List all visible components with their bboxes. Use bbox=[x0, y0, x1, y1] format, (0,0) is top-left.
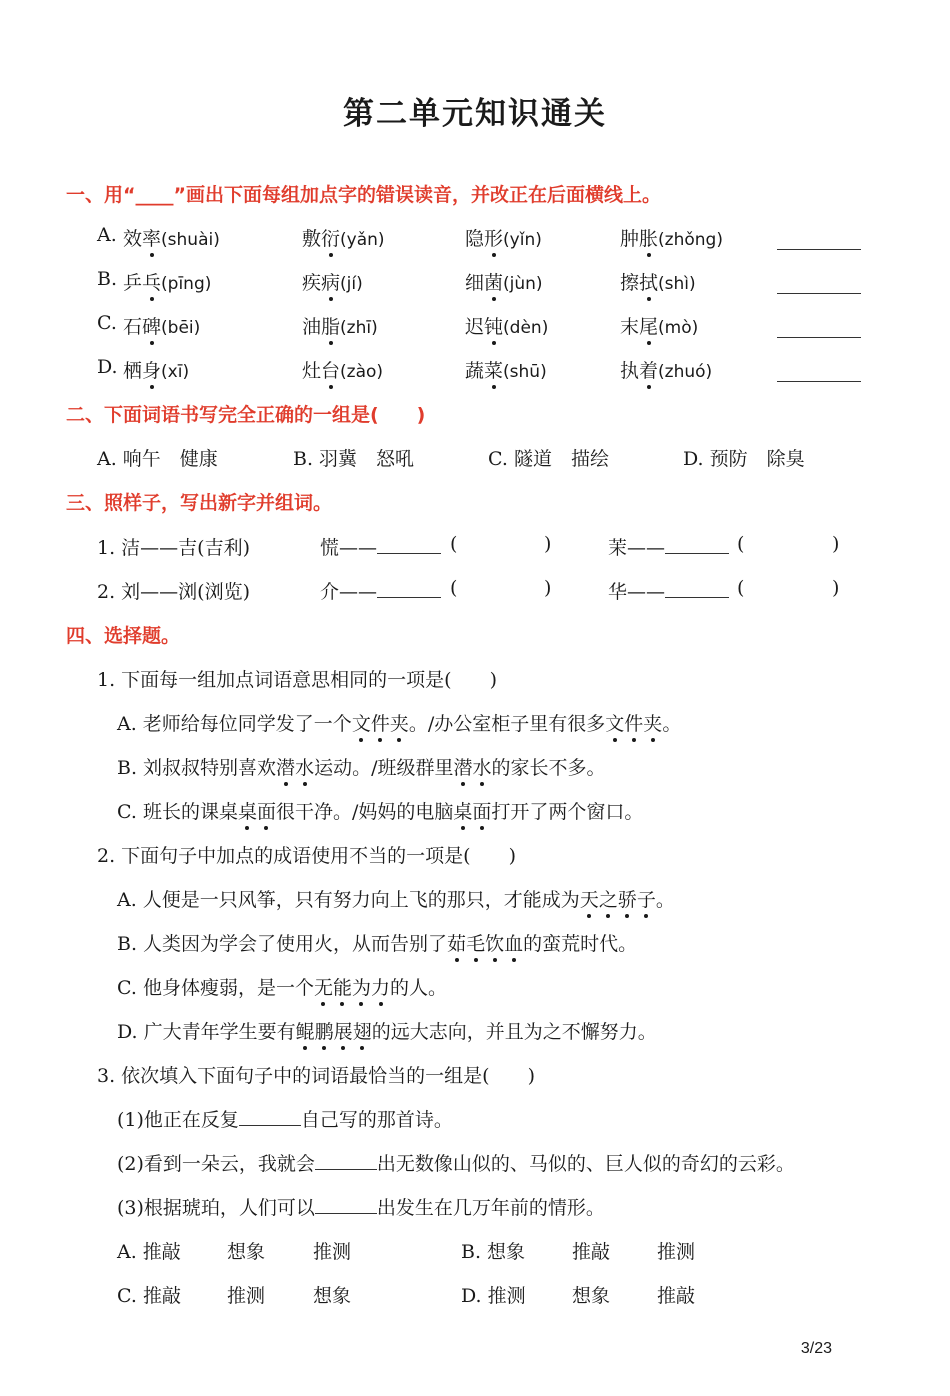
s2-option-c: C. 隧道 描绘 bbox=[488, 448, 609, 470]
s2-option-a: A. 响午 健康 bbox=[97, 448, 218, 470]
s1-word bbox=[620, 268, 696, 295]
s1-word bbox=[465, 312, 548, 339]
s3-example-1: 1. 洁——吉(吉利) bbox=[97, 537, 250, 559]
s3-paren-2a-close: ) bbox=[544, 577, 552, 599]
s3-example-2: 2. 刘——浏(浏览) bbox=[97, 581, 250, 603]
s1-word-dotted-char: 形 bbox=[484, 224, 503, 251]
q3-sentence-1: (1)他正在反复 自己写的那首诗。 bbox=[117, 1109, 453, 1131]
s1-word-dotted-char: 钝 bbox=[484, 312, 503, 339]
q3-option-c-2: 推测 bbox=[227, 1285, 266, 1307]
s1-word-char1: 灶 bbox=[302, 360, 322, 382]
s1-word-char1: 石 bbox=[123, 316, 143, 338]
s3-paren-2a-open: ( bbox=[450, 577, 458, 599]
q3-option-a-1: A. 推敲 bbox=[117, 1241, 181, 1263]
s3-paren-1b-open: ( bbox=[737, 533, 745, 555]
page-number: 3/23 bbox=[800, 1340, 832, 1357]
s1-word-dotted-char: 胀 bbox=[639, 224, 658, 251]
s1-word-dotted-char: 乓 bbox=[142, 268, 161, 295]
q3-option-d-1: D. 推测 bbox=[461, 1285, 526, 1307]
s2-option-b: B. 羽冀 怒吼 bbox=[293, 448, 415, 470]
s1-word-char1: 擦 bbox=[620, 272, 640, 294]
s3-paren-2b-close: ) bbox=[832, 577, 840, 599]
s1-answer-line[interactable] bbox=[777, 293, 861, 294]
s1-word-pinyin: (jùn) bbox=[503, 274, 543, 294]
q1-stem: 1. 下面每一组加点词语意思相同的一项是( ) bbox=[97, 669, 497, 691]
s3-paren-1a-close: ) bbox=[544, 533, 552, 555]
s1-word bbox=[465, 268, 543, 295]
s1-word-dotted-char: 脂 bbox=[321, 312, 340, 339]
s1-word bbox=[465, 224, 542, 251]
s1-row-label: D. bbox=[97, 356, 118, 378]
s1-word-dotted-char: 碑 bbox=[142, 312, 161, 339]
s1-word bbox=[620, 356, 712, 383]
q3-option-b-2: 推敲 bbox=[572, 1241, 611, 1263]
s1-word bbox=[123, 268, 211, 295]
q3-option-b-3: 推测 bbox=[657, 1241, 696, 1263]
section-1-heading: 一、用“____”画出下面每组加点字的错误读音，并改正在后面横线上。 bbox=[66, 184, 661, 206]
q3-option-d-2: 想象 bbox=[572, 1285, 611, 1307]
s1-word-dotted-char: 尾 bbox=[639, 312, 658, 339]
s1-row-label: B. bbox=[97, 268, 118, 290]
s1-word-pinyin: (shuài) bbox=[161, 230, 220, 250]
s3-paren-1b-close: ) bbox=[832, 533, 840, 555]
s3-paren-2b-open: ( bbox=[737, 577, 745, 599]
q2-option-c: C. 他身体瘦弱，是一个无能为力的人。 bbox=[117, 973, 447, 1000]
s3-item-1b: 茉—— bbox=[608, 533, 729, 560]
s1-word-pinyin: (mò) bbox=[658, 318, 699, 338]
s1-word-dotted-char: 着 bbox=[639, 356, 658, 383]
s1-word-char1: 疾 bbox=[302, 272, 322, 294]
s1-word-dotted-char: 菜 bbox=[484, 356, 503, 383]
s1-word bbox=[123, 312, 200, 339]
s3-paren-1a-open: ( bbox=[450, 533, 458, 555]
q1-option-c: C. 班长的课桌桌面很干净。/妈妈的电脑桌面打开了两个窗口。 bbox=[117, 797, 643, 824]
s1-word-pinyin: (zào) bbox=[340, 362, 384, 382]
s1-word-dotted-char: 率 bbox=[142, 224, 161, 251]
s1-word-pinyin: (yǐn) bbox=[503, 230, 542, 250]
s1-word bbox=[620, 312, 698, 339]
s1-answer-line[interactable] bbox=[777, 249, 861, 250]
s1-word-pinyin: (yǎn) bbox=[340, 230, 385, 250]
s1-word-dotted-char: 拭 bbox=[639, 268, 658, 295]
s1-word bbox=[302, 356, 383, 383]
s1-word bbox=[620, 224, 723, 251]
s1-word-char1: 末 bbox=[620, 316, 640, 338]
s3-item-1a: 慌—— bbox=[320, 533, 441, 560]
s1-row-label: C. bbox=[97, 312, 117, 334]
q2-option-b: B. 人类因为学会了使用火，从而告别了茹毛饮血的蛮荒时代。 bbox=[117, 929, 637, 956]
s1-word-char1: 栖 bbox=[123, 360, 143, 382]
q3-option-c-1: C. 推敲 bbox=[117, 1285, 181, 1307]
s1-word-pinyin: (bēi) bbox=[161, 318, 201, 338]
s1-word bbox=[465, 356, 547, 383]
s2-option-d: D. 预防 除臭 bbox=[683, 448, 805, 470]
s3-item-2b: 华—— bbox=[608, 577, 729, 604]
q3-option-a-3: 推测 bbox=[313, 1241, 352, 1263]
s1-word bbox=[302, 224, 385, 251]
page-title: 第二单元知识通关 bbox=[343, 96, 607, 132]
s1-word-dotted-char: 身 bbox=[142, 356, 161, 383]
section-4-heading: 四、选择题。 bbox=[66, 625, 181, 647]
s1-word bbox=[302, 268, 363, 295]
s1-word-dotted-char: 病 bbox=[321, 268, 340, 295]
s1-word-pinyin: (zhǒng) bbox=[658, 230, 723, 250]
section-2-heading: 二、下面词语书写完全正确的一组是( ) bbox=[66, 404, 426, 426]
q2-option-a: A. 人便是一只风筝，只有努力向上飞的那只，才能成为天之骄子。 bbox=[117, 885, 675, 912]
s1-word-char1: 迟 bbox=[465, 316, 485, 338]
q3-option-c-3: 想象 bbox=[313, 1285, 352, 1307]
s1-word-pinyin: (zhī) bbox=[340, 318, 378, 338]
s1-word-pinyin: (jí) bbox=[340, 274, 363, 294]
s1-word-pinyin: (shū) bbox=[503, 362, 547, 382]
s1-word bbox=[302, 312, 378, 339]
s1-word-dotted-char: 台 bbox=[321, 356, 340, 383]
q3-sentence-3: (3)根据琥珀，人们可以 出发生在几万年前的情形。 bbox=[117, 1197, 605, 1219]
s1-word bbox=[123, 356, 189, 383]
s1-word-char1: 执 bbox=[620, 360, 640, 382]
s1-word-pinyin: (shì) bbox=[658, 274, 696, 294]
s1-word-char1: 蔬 bbox=[465, 360, 485, 382]
q1-option-b: B. 刘叔叔特别喜欢潜水运动。/班级群里潜水的家长不多。 bbox=[117, 753, 606, 780]
s3-item-2a: 介—— bbox=[320, 577, 441, 604]
s1-word-pinyin: (pīng) bbox=[161, 274, 212, 294]
s1-answer-line[interactable] bbox=[777, 381, 861, 382]
s1-word-pinyin: (dèn) bbox=[503, 318, 549, 338]
s1-row-label: A. bbox=[97, 224, 117, 246]
s1-word-pinyin: (xī) bbox=[161, 362, 190, 382]
q3-option-a-2: 想象 bbox=[227, 1241, 266, 1263]
q3-stem: 3. 依次填入下面句子中的词语最恰当的一组是( ) bbox=[97, 1065, 535, 1087]
s1-word bbox=[123, 224, 220, 251]
section-3-heading: 三、照样子，写出新字并组词。 bbox=[66, 492, 333, 514]
q3-sentence-2: (2)看到一朵云，我就会 出无数像山似的、马似的、巨人似的奇幻的云彩。 bbox=[117, 1153, 795, 1175]
s1-word-char1: 细 bbox=[465, 272, 485, 294]
s1-word-char1: 肿 bbox=[620, 228, 640, 250]
s1-word-pinyin: (zhuó) bbox=[658, 362, 713, 382]
s1-word-dotted-char: 菌 bbox=[484, 268, 503, 295]
s1-word-char1: 效 bbox=[123, 228, 143, 250]
q3-option-b-1: B. 想象 bbox=[461, 1241, 526, 1263]
s1-word-dotted-char: 衍 bbox=[321, 224, 340, 251]
s1-word-char1: 乒 bbox=[123, 272, 143, 294]
s1-word-char1: 油 bbox=[302, 316, 322, 338]
q2-option-d: D. 广大青年学生要有鲲鹏展翅的远大志向，并且为之不懈努力。 bbox=[117, 1017, 657, 1044]
q1-option-a: A. 老师给每位同学发了一个文件夹。/办公室柜子里有很多文件夹。 bbox=[117, 709, 681, 736]
s1-answer-line[interactable] bbox=[777, 337, 861, 338]
q2-stem: 2. 下面句子中加点的成语使用不当的一项是( ) bbox=[97, 845, 516, 867]
q3-option-d-3: 推敲 bbox=[657, 1285, 696, 1307]
s1-word-char1: 隐 bbox=[465, 228, 485, 250]
s1-word-char1: 敷 bbox=[302, 228, 322, 250]
